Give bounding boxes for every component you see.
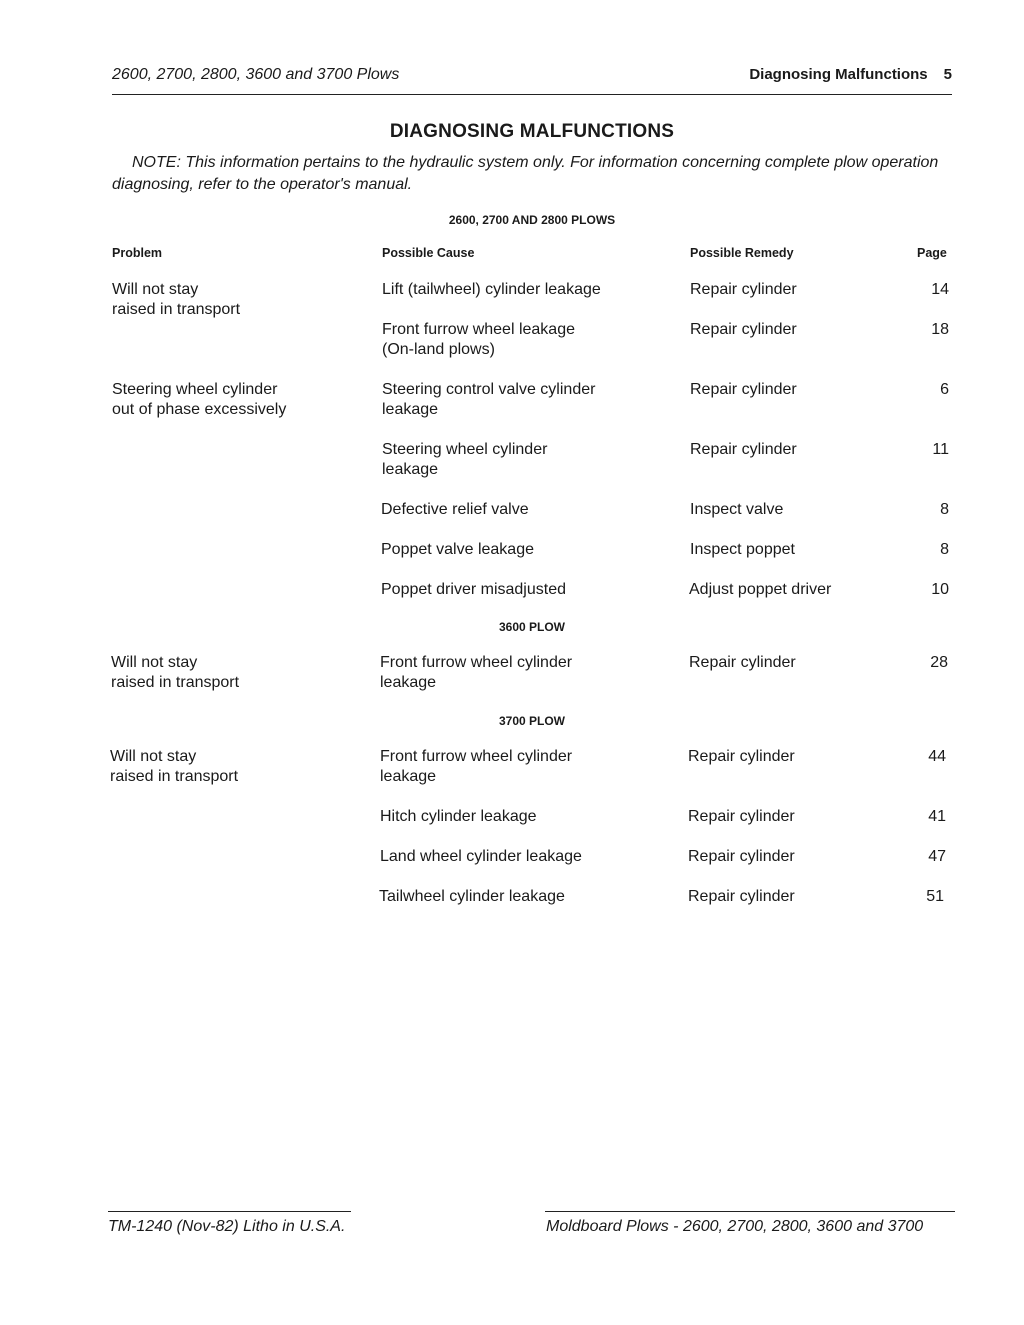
footer-left: TM-1240 (Nov-82) Litho in U.S.A. bbox=[108, 1218, 346, 1235]
column-header-problem: Problem bbox=[112, 246, 163, 260]
remedy-cell: Repair cylinder bbox=[690, 381, 797, 398]
cause-cell: Steering wheel cylinder leakage bbox=[382, 441, 548, 478]
header-section-name: Diagnosing Malfunctions bbox=[749, 66, 928, 83]
remedy-cell: Repair cylinder bbox=[688, 848, 795, 865]
page-cell: 6 bbox=[940, 381, 949, 398]
remedy-cell: Repair cylinder bbox=[688, 748, 795, 765]
cause-cell: Front furrow wheel cylinder leakage bbox=[380, 748, 573, 785]
section-title: 2600, 2700 AND 2800 PLOWS bbox=[448, 213, 616, 227]
page-cell: 10 bbox=[931, 581, 949, 598]
column-header-remedy: Possible Remedy bbox=[690, 246, 794, 260]
problem-cell: Steering wheel cylinder out of phase excessively bbox=[112, 381, 287, 418]
section-title: 3700 PLOW bbox=[498, 714, 566, 728]
remedy-cell: Repair cylinder bbox=[690, 281, 797, 298]
section-title: 3600 PLOW bbox=[498, 620, 566, 634]
note-paragraph bbox=[112, 152, 960, 196]
page-cell: 28 bbox=[930, 654, 948, 671]
remedy-cell: Repair cylinder bbox=[690, 321, 797, 338]
remedy-cell: Adjust poppet driver bbox=[689, 581, 832, 598]
cause-cell: Poppet driver misadjusted bbox=[381, 581, 566, 598]
cause-cell: Poppet valve leakage bbox=[381, 541, 534, 558]
page-cell: 18 bbox=[931, 321, 949, 338]
page-cell: 41 bbox=[928, 808, 946, 825]
page-cell: 8 bbox=[940, 501, 949, 518]
note-text: NOTE: This information pertains to the hydraulic system only. For information concerning complete plow operation diagnosing, refer to the operator's manual. bbox=[112, 154, 939, 193]
page-number: 5 bbox=[943, 66, 952, 83]
cause-cell: Defective relief valve bbox=[381, 501, 529, 518]
cause-cell: Tailwheel cylinder leakage bbox=[379, 888, 565, 905]
remedy-cell: Inspect valve bbox=[690, 501, 784, 518]
page-cell: 11 bbox=[932, 441, 949, 458]
page-cell: 47 bbox=[928, 848, 946, 865]
column-header-page: Page bbox=[917, 246, 947, 260]
remedy-cell: Repair cylinder bbox=[688, 808, 795, 825]
problem-cell: Will not stay raised in transport bbox=[112, 281, 241, 318]
document-title: DIAGNOSING MALFUNCTIONS bbox=[389, 121, 675, 142]
page-cell: 51 bbox=[926, 888, 944, 905]
footer-rule-left bbox=[108, 1211, 351, 1212]
cause-cell: Steering control valve cylinder leakage bbox=[382, 381, 596, 418]
problem-cell: Will not stay raised in transport bbox=[110, 748, 239, 785]
footer-right: Moldboard Plows - 2600, 2700, 2800, 3600 and 3700 bbox=[546, 1218, 924, 1235]
column-header-cause: Possible Cause bbox=[382, 246, 475, 260]
page-cell: 44 bbox=[928, 748, 946, 765]
cause-cell: Lift (tailwheel) cylinder leakage bbox=[382, 281, 601, 298]
cause-cell: Hitch cylinder leakage bbox=[380, 808, 537, 825]
cause-cell: Front furrow wheel leakage (On-land plows) bbox=[382, 321, 575, 358]
remedy-cell: Repair cylinder bbox=[689, 654, 796, 671]
header-manual-title: 2600, 2700, 2800, 3600 and 3700 Plows bbox=[112, 66, 400, 83]
page-header bbox=[112, 64, 952, 95]
cause-cell: Front furrow wheel cylinder leakage bbox=[380, 654, 573, 691]
remedy-cell: Inspect poppet bbox=[690, 541, 795, 558]
problem-cell: Will not stay raised in transport bbox=[111, 654, 240, 691]
footer-rule-right bbox=[545, 1211, 955, 1212]
cause-cell: Land wheel cylinder leakage bbox=[380, 848, 582, 865]
remedy-cell: Repair cylinder bbox=[688, 888, 795, 905]
remedy-cell: Repair cylinder bbox=[690, 441, 797, 458]
header-section-title bbox=[749, 66, 952, 83]
page-cell: 14 bbox=[931, 281, 949, 298]
page-cell: 8 bbox=[940, 541, 949, 558]
